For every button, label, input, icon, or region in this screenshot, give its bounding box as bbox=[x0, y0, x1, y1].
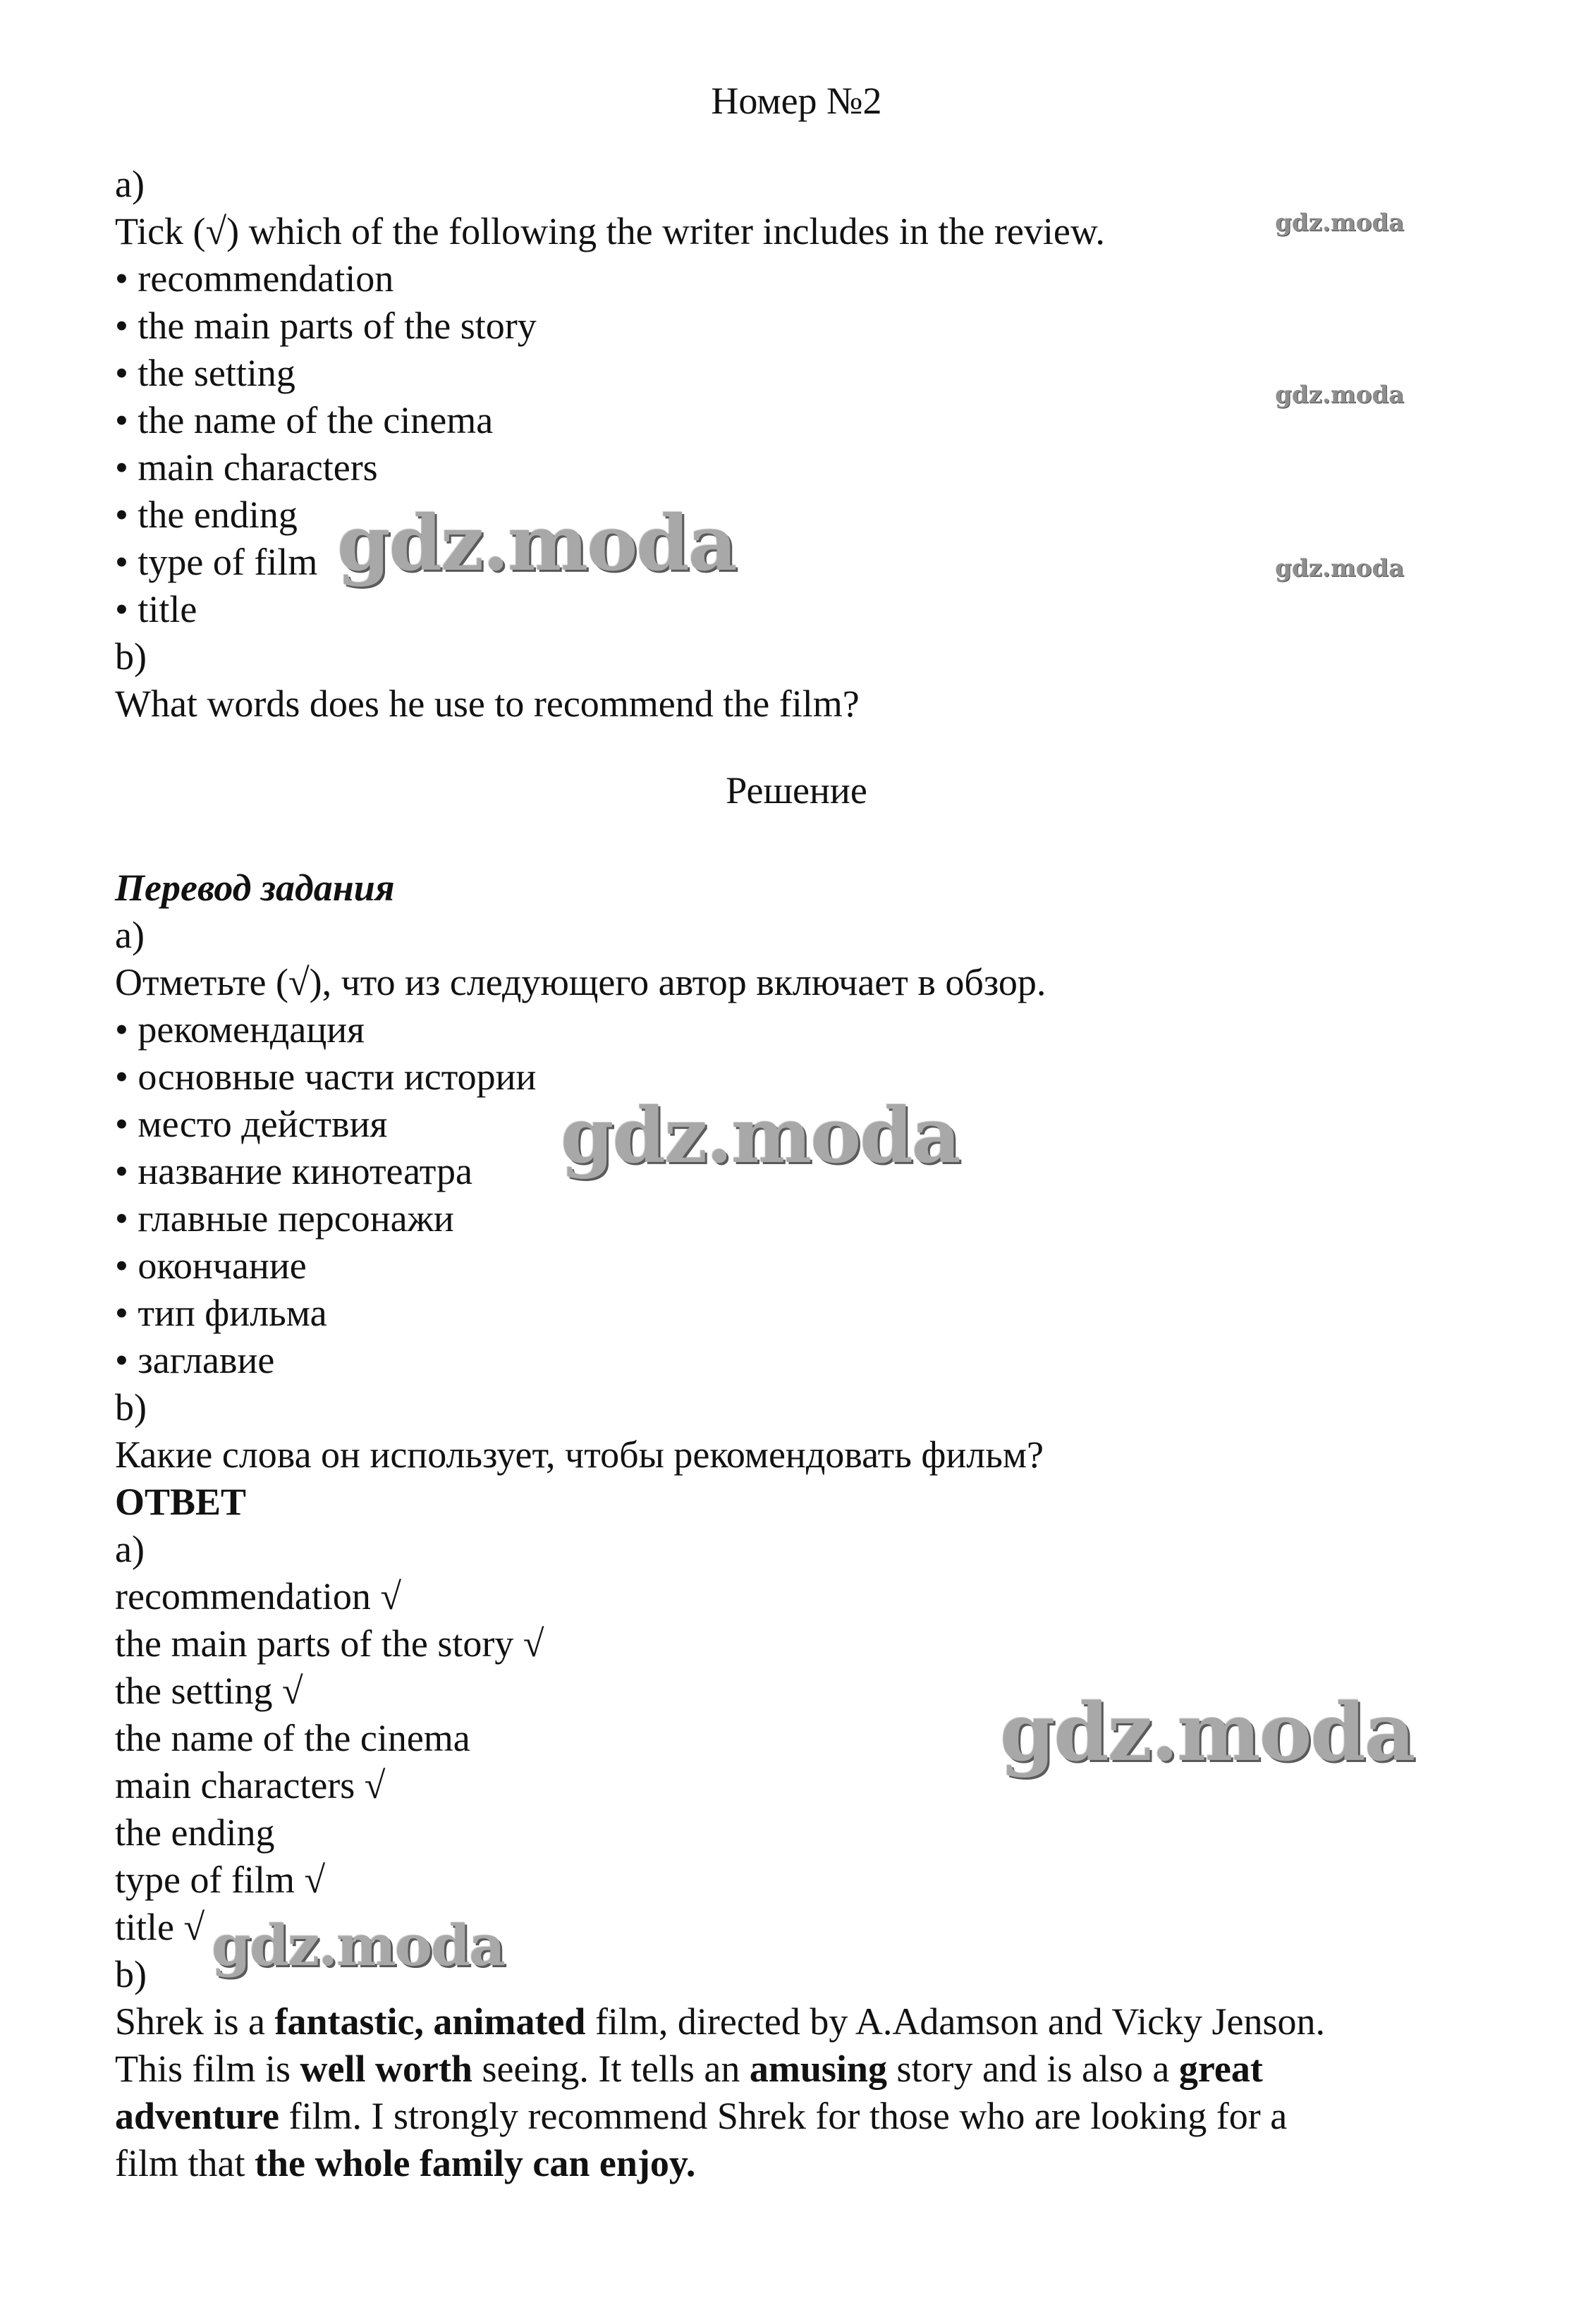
watermark-logo: gdz.moda bbox=[1275, 381, 1405, 409]
translation-b-label: b) bbox=[115, 1386, 147, 1429]
answer-heading: ОТВЕТ bbox=[115, 1481, 247, 1523]
answer-paragraph-line-2: This film is well worth seeing. It tells an amusing story and is also a great bbox=[115, 2048, 1263, 2090]
watermark-logo: gdz.moda bbox=[1275, 554, 1405, 582]
task-item: • the main parts of the story bbox=[115, 305, 537, 347]
translation-item: • рекомендация bbox=[115, 1008, 365, 1051]
answer-item: main characters √ bbox=[115, 1764, 386, 1806]
task-item: • type of film bbox=[115, 541, 318, 583]
task-item: • the ending bbox=[115, 494, 298, 536]
task-item: • the setting bbox=[115, 352, 295, 394]
translation-item: • основные части истории bbox=[115, 1056, 537, 1098]
page-title: Номер №2 bbox=[711, 80, 882, 122]
task-item: • recommendation bbox=[115, 257, 394, 300]
watermark-logo: gdz.moda bbox=[1000, 1687, 1415, 1779]
translation-b-question: Какие слова он использует, чтобы рекомендовать фильм? bbox=[115, 1433, 1044, 1476]
answer-paragraph-line-1: Shrek is a fantastic, animated film, directed by A.Adamson and Vicky Jenson. bbox=[115, 2000, 1326, 2043]
task-a-label: a) bbox=[115, 163, 145, 205]
answer-item: the main parts of the story √ bbox=[115, 1622, 544, 1665]
task-item: • main characters bbox=[115, 446, 378, 489]
translation-item: • заглавие bbox=[115, 1339, 275, 1381]
translation-item: • окончание bbox=[115, 1244, 307, 1287]
task-item: • the name of the cinema bbox=[115, 399, 494, 441]
translation-a-label: a) bbox=[115, 914, 145, 956]
task-b-question: What words does he use to recommend the film? bbox=[115, 683, 860, 725]
answer-item: the ending bbox=[115, 1811, 275, 1854]
translation-item: • тип фильма bbox=[115, 1292, 327, 1334]
watermark-logo: gdz.moda bbox=[561, 1091, 960, 1180]
answer-item: the name of the cinema bbox=[115, 1717, 470, 1759]
watermark-logo: gdz.moda bbox=[212, 1912, 504, 1979]
answer-item: type of film √ bbox=[115, 1859, 326, 1901]
translation-item: • главные персонажи bbox=[115, 1197, 454, 1240]
task-item: • title bbox=[115, 588, 197, 630]
answer-paragraph-line-4: film that the whole family can enjoy. bbox=[115, 2142, 696, 2184]
answer-a-label: a) bbox=[115, 1528, 145, 1570]
answer-paragraph-line-3: adventure film. I strongly recommend Shrek for those who are looking for a bbox=[115, 2095, 1288, 2137]
solution-heading: Решение bbox=[726, 769, 867, 812]
watermark-logo: gdz.moda bbox=[337, 499, 736, 588]
answer-item: the setting √ bbox=[115, 1670, 303, 1712]
watermark-logo: gdz.moda bbox=[1275, 209, 1405, 237]
translation-item: • место действия bbox=[115, 1103, 388, 1145]
answer-item: recommendation √ bbox=[115, 1575, 402, 1617]
task-a-instruction: Tick (√) which of the following the writer includes in the review. bbox=[115, 210, 1105, 252]
answer-b-label: b) bbox=[115, 1953, 147, 1995]
translation-heading: Перевод задания bbox=[115, 867, 395, 909]
translation-a-instruction: Отметьте (√), что из следующего автор включает в обзор. bbox=[115, 961, 1046, 1003]
translation-item: • название кинотеатра bbox=[115, 1150, 472, 1192]
task-b-label: b) bbox=[115, 635, 147, 678]
answer-item: title √ bbox=[115, 1906, 205, 1948]
